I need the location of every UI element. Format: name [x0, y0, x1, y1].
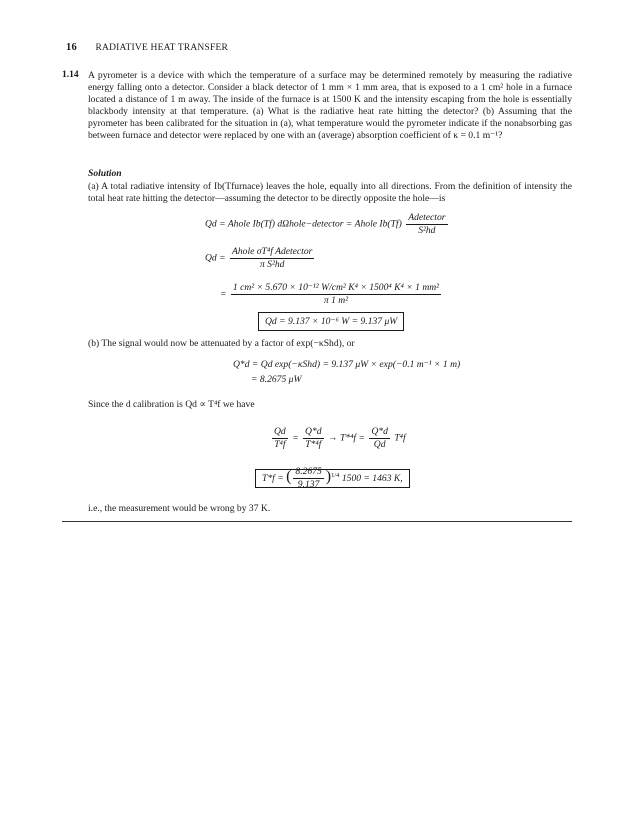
problem-number: 1.14	[62, 70, 79, 80]
equation-2	[205, 246, 316, 271]
calibration-text: Since the d calibration is Qd ∝ T⁴f we have	[88, 399, 255, 410]
eq6-tail: T⁴f	[394, 432, 406, 444]
page-header	[66, 42, 228, 53]
eq1-lhs: Qd = Ahole Ib(Tf) dΩhole−detector = Ahole Ib(Tf)	[205, 218, 402, 230]
eq6-arrow: → T*⁴f =	[327, 432, 365, 444]
eq1-num: Adetector	[408, 212, 446, 223]
part-a-text: (a) A total radiative intensity of Ib(Tfurnace) leaves the hole, equally into all directions. From the definition of intensity the total heat rate hitting the detector—assuming the detector to be directly opposite the hole—is	[88, 181, 572, 204]
eq2-lhs: Qd =	[205, 252, 226, 264]
result-a	[258, 316, 404, 327]
eq6-equals: =	[292, 432, 299, 444]
solution-heading: Solution	[88, 168, 122, 179]
conclusion-text: i.e., the measurement would be wrong by 37 K.	[88, 503, 271, 514]
equation-6	[270, 426, 406, 451]
running-title: RADIATIVE HEAT TRANSFER	[95, 43, 228, 53]
result-b-num: 8.2675	[295, 466, 322, 477]
result-b-exponent: 1/4	[331, 471, 340, 479]
equation-4: Q*d = Qd exp(−κShd) = 9.137 μW × exp(−0.1 m⁻¹ × 1 m)	[233, 359, 461, 370]
eq2-fraction	[230, 246, 314, 271]
eq6-num-3: Q*d	[371, 426, 388, 437]
eq2-num: Ahole σT⁴f Adetector	[232, 246, 313, 257]
problem-statement: A pyrometer is a device with which the temperature of a surface may be determined remotely by measuring the radiative energy falling onto a detector. Consider a black detector of 1 mm × 1 mm area, that is exposed to a 1 cm² hole in a furnace located a distance of 1 m away. The inside of the furnace is at 1500 K and the intensity escaping from the hole is essentially blackbody intensity at that temperature. (a) What is the radiative heat rate hitting the detector? (b) Assuming that the pyrometer has been calibrated for the situation in (a), what temperature would the pyrometer indicate if the nonabsorbing gas between furnace and detector were replaced by one with an (average) absorption coefficient of κ = 0.1 m⁻¹?	[88, 70, 572, 141]
result-b-den: 9.137	[297, 479, 320, 490]
eq2-den: π S²hd	[259, 259, 285, 270]
equation-3	[220, 282, 443, 307]
bottom-rule	[62, 521, 572, 522]
eq6-den-2: T*⁴f	[305, 439, 322, 450]
eq3-equals: =	[220, 288, 227, 300]
eq6-den-3: Qd	[373, 439, 386, 450]
eq6-num-2: Q*d	[305, 426, 322, 437]
result-b	[255, 466, 410, 491]
eq6-frac-1	[272, 426, 288, 451]
result-b-box: T*f = ( $\frac{8.2675}{9.137}$ )$^{1/4}$ 1500 = 1463 K,	[255, 469, 410, 488]
eq6-den-1: T⁴f	[274, 439, 286, 450]
eq3-fraction	[231, 282, 441, 307]
eq1-fraction	[406, 212, 447, 237]
eq6-num-1: Qd	[274, 426, 286, 437]
page-number: 16	[66, 42, 77, 53]
part-b-text: (b) The signal would now be attenuated by a factor of exp(−κShd), or	[88, 338, 355, 349]
eq3-den: π 1 m²	[323, 295, 349, 306]
eq1-den: S²hd	[418, 225, 436, 236]
eq6-frac-2	[303, 426, 324, 451]
result-b-lhs: T*f =	[262, 472, 284, 484]
eq3-num: 1 cm² × 5.670 × 10⁻¹² W/cm² K⁴ × 1500⁴ K⁴ × 1 mm²	[232, 282, 440, 293]
result-b-tail: 1500 = 1463 K,	[341, 472, 403, 484]
equation-5: = 8.2675 μW	[251, 374, 302, 385]
result-b-fraction	[293, 466, 323, 491]
result-a-box: Qd = 9.137 × 10⁻⁶ W = 9.137 μW	[258, 312, 404, 331]
equation-1	[205, 212, 450, 237]
eq6-frac-3	[369, 426, 390, 451]
